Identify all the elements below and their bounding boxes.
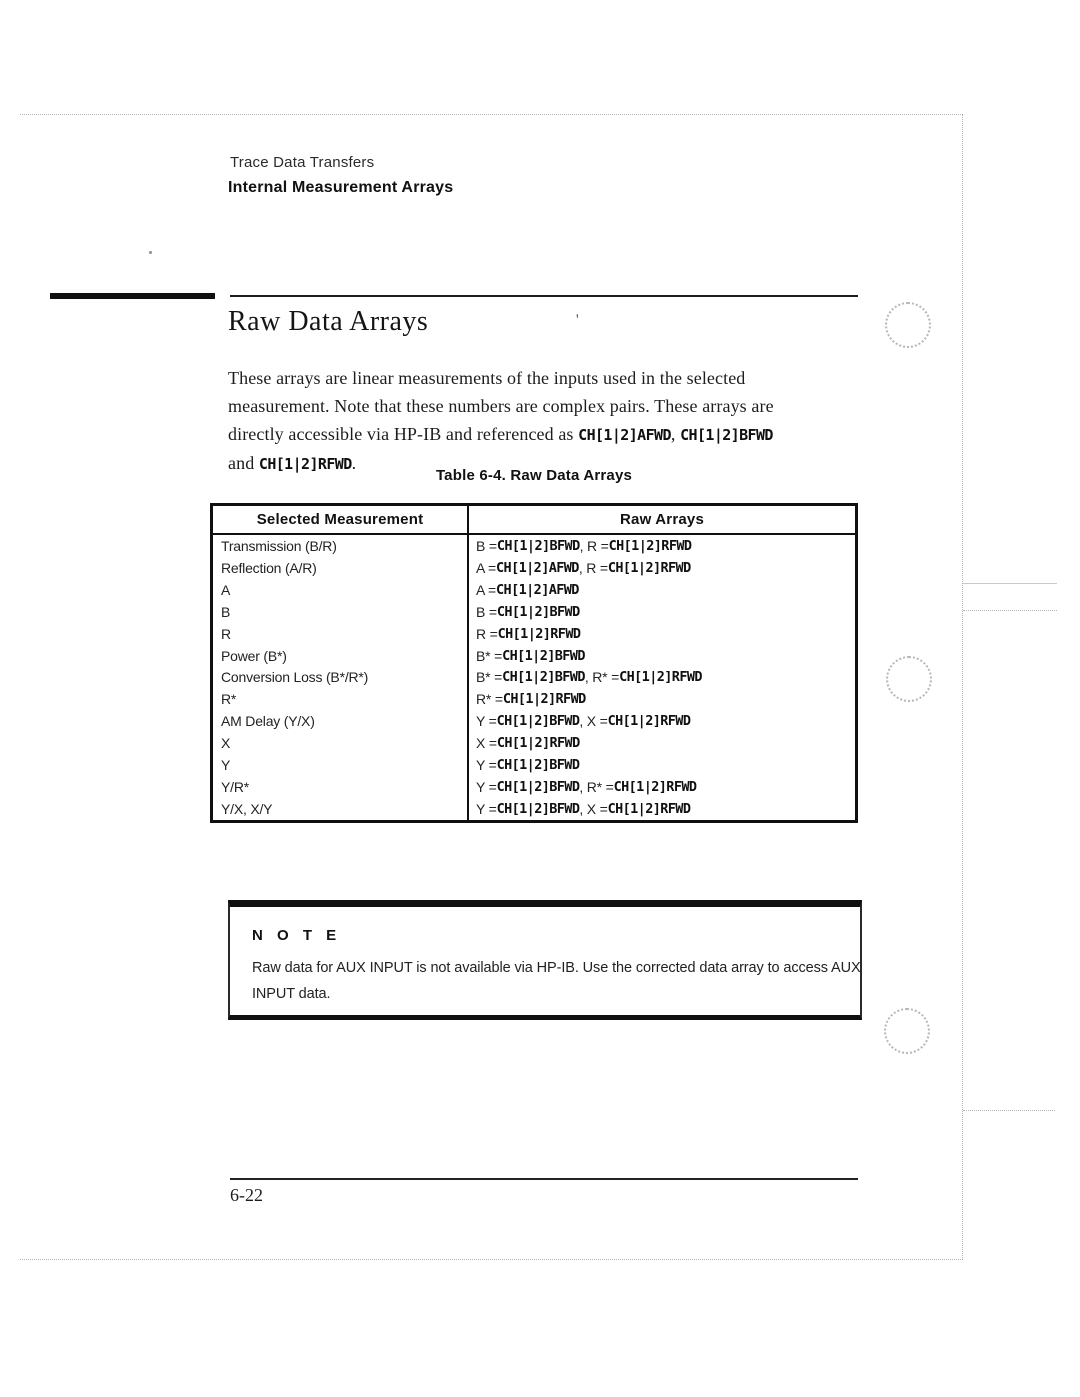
table-row <box>213 798 855 820</box>
measurement-cell: R* <box>213 688 469 710</box>
measurement-cell: Conversion Loss (B*/R*) <box>213 667 469 689</box>
scan-edge-bottom <box>20 1259 963 1260</box>
hpib-mnemonic: CH[1|2]AFWD <box>496 559 579 576</box>
raw-array-cell: Y = CH[1|2]BFWD , X = CH[1|2]RFWD <box>476 713 691 730</box>
table-row <box>213 601 855 623</box>
hpib-mnemonic: CH[1|2]RFWD <box>607 713 691 730</box>
hpib-mnemonic: CH[1|2]BFWD <box>496 779 580 796</box>
measurement-cell: Power (B*) <box>213 645 469 667</box>
table-header-row <box>213 506 855 535</box>
note-text <box>252 955 861 1007</box>
margin-mark <box>963 610 1057 611</box>
measurement-cell: Transmission (B/R) <box>213 535 469 557</box>
measurement-cell: Reflection (A/R) <box>213 557 469 579</box>
note-line: Raw data for AUX INPUT is not available via HP-IB. Use the corrected data array to access AUX <box>252 960 861 976</box>
table-row <box>213 579 855 601</box>
hpib-mnemonic: CH[1|2]BFWD <box>496 713 580 730</box>
table-row <box>213 623 855 645</box>
footer-rule <box>230 1178 858 1180</box>
page-title: Raw Data Arrays <box>228 306 429 337</box>
hpib-mnemonic: CH[1|2]RFWD <box>502 691 586 708</box>
raw-array-cell: X = CH[1|2]RFWD <box>476 735 580 752</box>
measurement-cell: Y/X, X/Y <box>213 798 469 820</box>
page-number: 6-22 <box>230 1185 263 1205</box>
table-row <box>213 776 855 798</box>
scan-stray-mark: ' <box>576 312 579 328</box>
measurement-cell: B <box>213 601 469 623</box>
hpib-mnemonic: CH[1|2]RFWD <box>607 801 691 818</box>
hpib-mnemonic: CH[1|2]RFWD <box>258 455 352 473</box>
column-header-raw-arrays: Raw Arrays <box>620 511 704 528</box>
raw-array-cell: A = CH[1|2]AFWD <box>476 581 579 598</box>
breadcrumb: Trace Data Transfers <box>230 154 375 171</box>
section-header: Internal Measurement Arrays <box>228 179 454 196</box>
raw-array-cell: Y = CH[1|2]BFWD , R* = CH[1|2]RFWD <box>476 779 697 796</box>
intro-line: measurement. Note that these numbers are complex pairs. These arrays are <box>228 396 774 416</box>
table-row <box>213 535 855 557</box>
margin-mark <box>963 1110 1055 1111</box>
intro-line: and CH[1|2]RFWD. <box>228 453 357 473</box>
measurement-cell: Y/R* <box>213 776 469 798</box>
table-row <box>213 710 855 732</box>
hpib-mnemonic: CH[1|2]BFWD <box>496 757 580 774</box>
hpib-mnemonic: CH[1|2]AFWD <box>496 581 579 598</box>
hpib-mnemonic: CH[1|2]BFWD <box>502 647 585 664</box>
note-box <box>228 900 862 1020</box>
raw-array-cell: A = CH[1|2]AFWD , R = CH[1|2]RFWD <box>476 559 691 576</box>
hpib-mnemonic: CH[1|2]RFWD <box>497 625 581 642</box>
table-row <box>213 645 855 667</box>
raw-array-cell: R* = CH[1|2]RFWD <box>476 691 586 708</box>
hpib-mnemonic: CH[1|2]BFWD <box>496 801 580 818</box>
table-caption: Table 6-4. Raw Data Arrays <box>435 467 633 484</box>
hpib-mnemonic: CH[1|2]RFWD <box>607 559 691 576</box>
note-label: N O T E <box>252 927 342 944</box>
hpib-mnemonic: CH[1|2]BFWD <box>496 603 580 620</box>
margin-mark <box>963 583 1057 584</box>
hpib-mnemonic: CH[1|2]BFWD <box>496 537 580 554</box>
scan-speck <box>149 251 152 254</box>
scan-edge-top <box>20 114 963 115</box>
raw-array-cell: B = CH[1|2]BFWD <box>476 603 580 620</box>
table-row <box>213 667 855 689</box>
intro-line: These arrays are linear measurements of the inputs used in the selected <box>228 368 746 388</box>
table-row <box>213 732 855 754</box>
hpib-mnemonic: CH[1|2]RFWD <box>496 735 580 752</box>
binder-hole-mark <box>884 1008 930 1054</box>
raw-array-cell: B* = CH[1|2]BFWD , R* = CH[1|2]RFWD <box>476 669 702 686</box>
measurement-cell: AM Delay (Y/X) <box>213 710 469 732</box>
raw-array-cell: Y = CH[1|2]BFWD <box>476 757 580 774</box>
hpib-mnemonic: CH[1|2]RFWD <box>619 669 702 686</box>
measurement-cell: R <box>213 623 469 645</box>
hpib-mnemonic: CH[1|2]RFWD <box>613 779 697 796</box>
hpib-mnemonic: CH[1|2]BFWD <box>680 426 773 444</box>
intro-paragraph <box>228 364 928 478</box>
title-rule-thick <box>50 293 215 299</box>
raw-array-cell: Y = CH[1|2]BFWD , X = CH[1|2]RFWD <box>476 801 691 818</box>
note-line: INPUT data. <box>252 986 331 1002</box>
measurement-cell: A <box>213 579 469 601</box>
scan-edge-right <box>962 114 963 1260</box>
raw-array-cell: B = CH[1|2]BFWD , R = CH[1|2]RFWD <box>476 537 692 554</box>
table-row <box>213 557 855 579</box>
title-rule-thin <box>230 295 858 297</box>
raw-data-arrays-table <box>210 503 858 823</box>
hpib-mnemonic: CH[1|2]BFWD <box>502 669 585 686</box>
binder-hole-mark <box>885 302 931 348</box>
hpib-mnemonic: CH[1|2]AFWD <box>578 426 671 444</box>
raw-arrays-table-body <box>213 535 855 820</box>
raw-array-cell: B* = CH[1|2]BFWD <box>476 647 585 664</box>
raw-array-cell: R = CH[1|2]RFWD <box>476 625 581 642</box>
binder-hole-mark <box>886 656 932 702</box>
column-header-selected-measurement: Selected Measurement <box>213 506 469 533</box>
table-row <box>213 754 855 776</box>
intro-line: directly accessible via HP-IB and referenced as CH[1|2]AFWD, CH[1|2]BFWD <box>228 424 773 444</box>
measurement-cell: Y <box>213 754 469 776</box>
hpib-mnemonic: CH[1|2]RFWD <box>608 537 692 554</box>
table-row <box>213 688 855 710</box>
measurement-cell: X <box>213 732 469 754</box>
